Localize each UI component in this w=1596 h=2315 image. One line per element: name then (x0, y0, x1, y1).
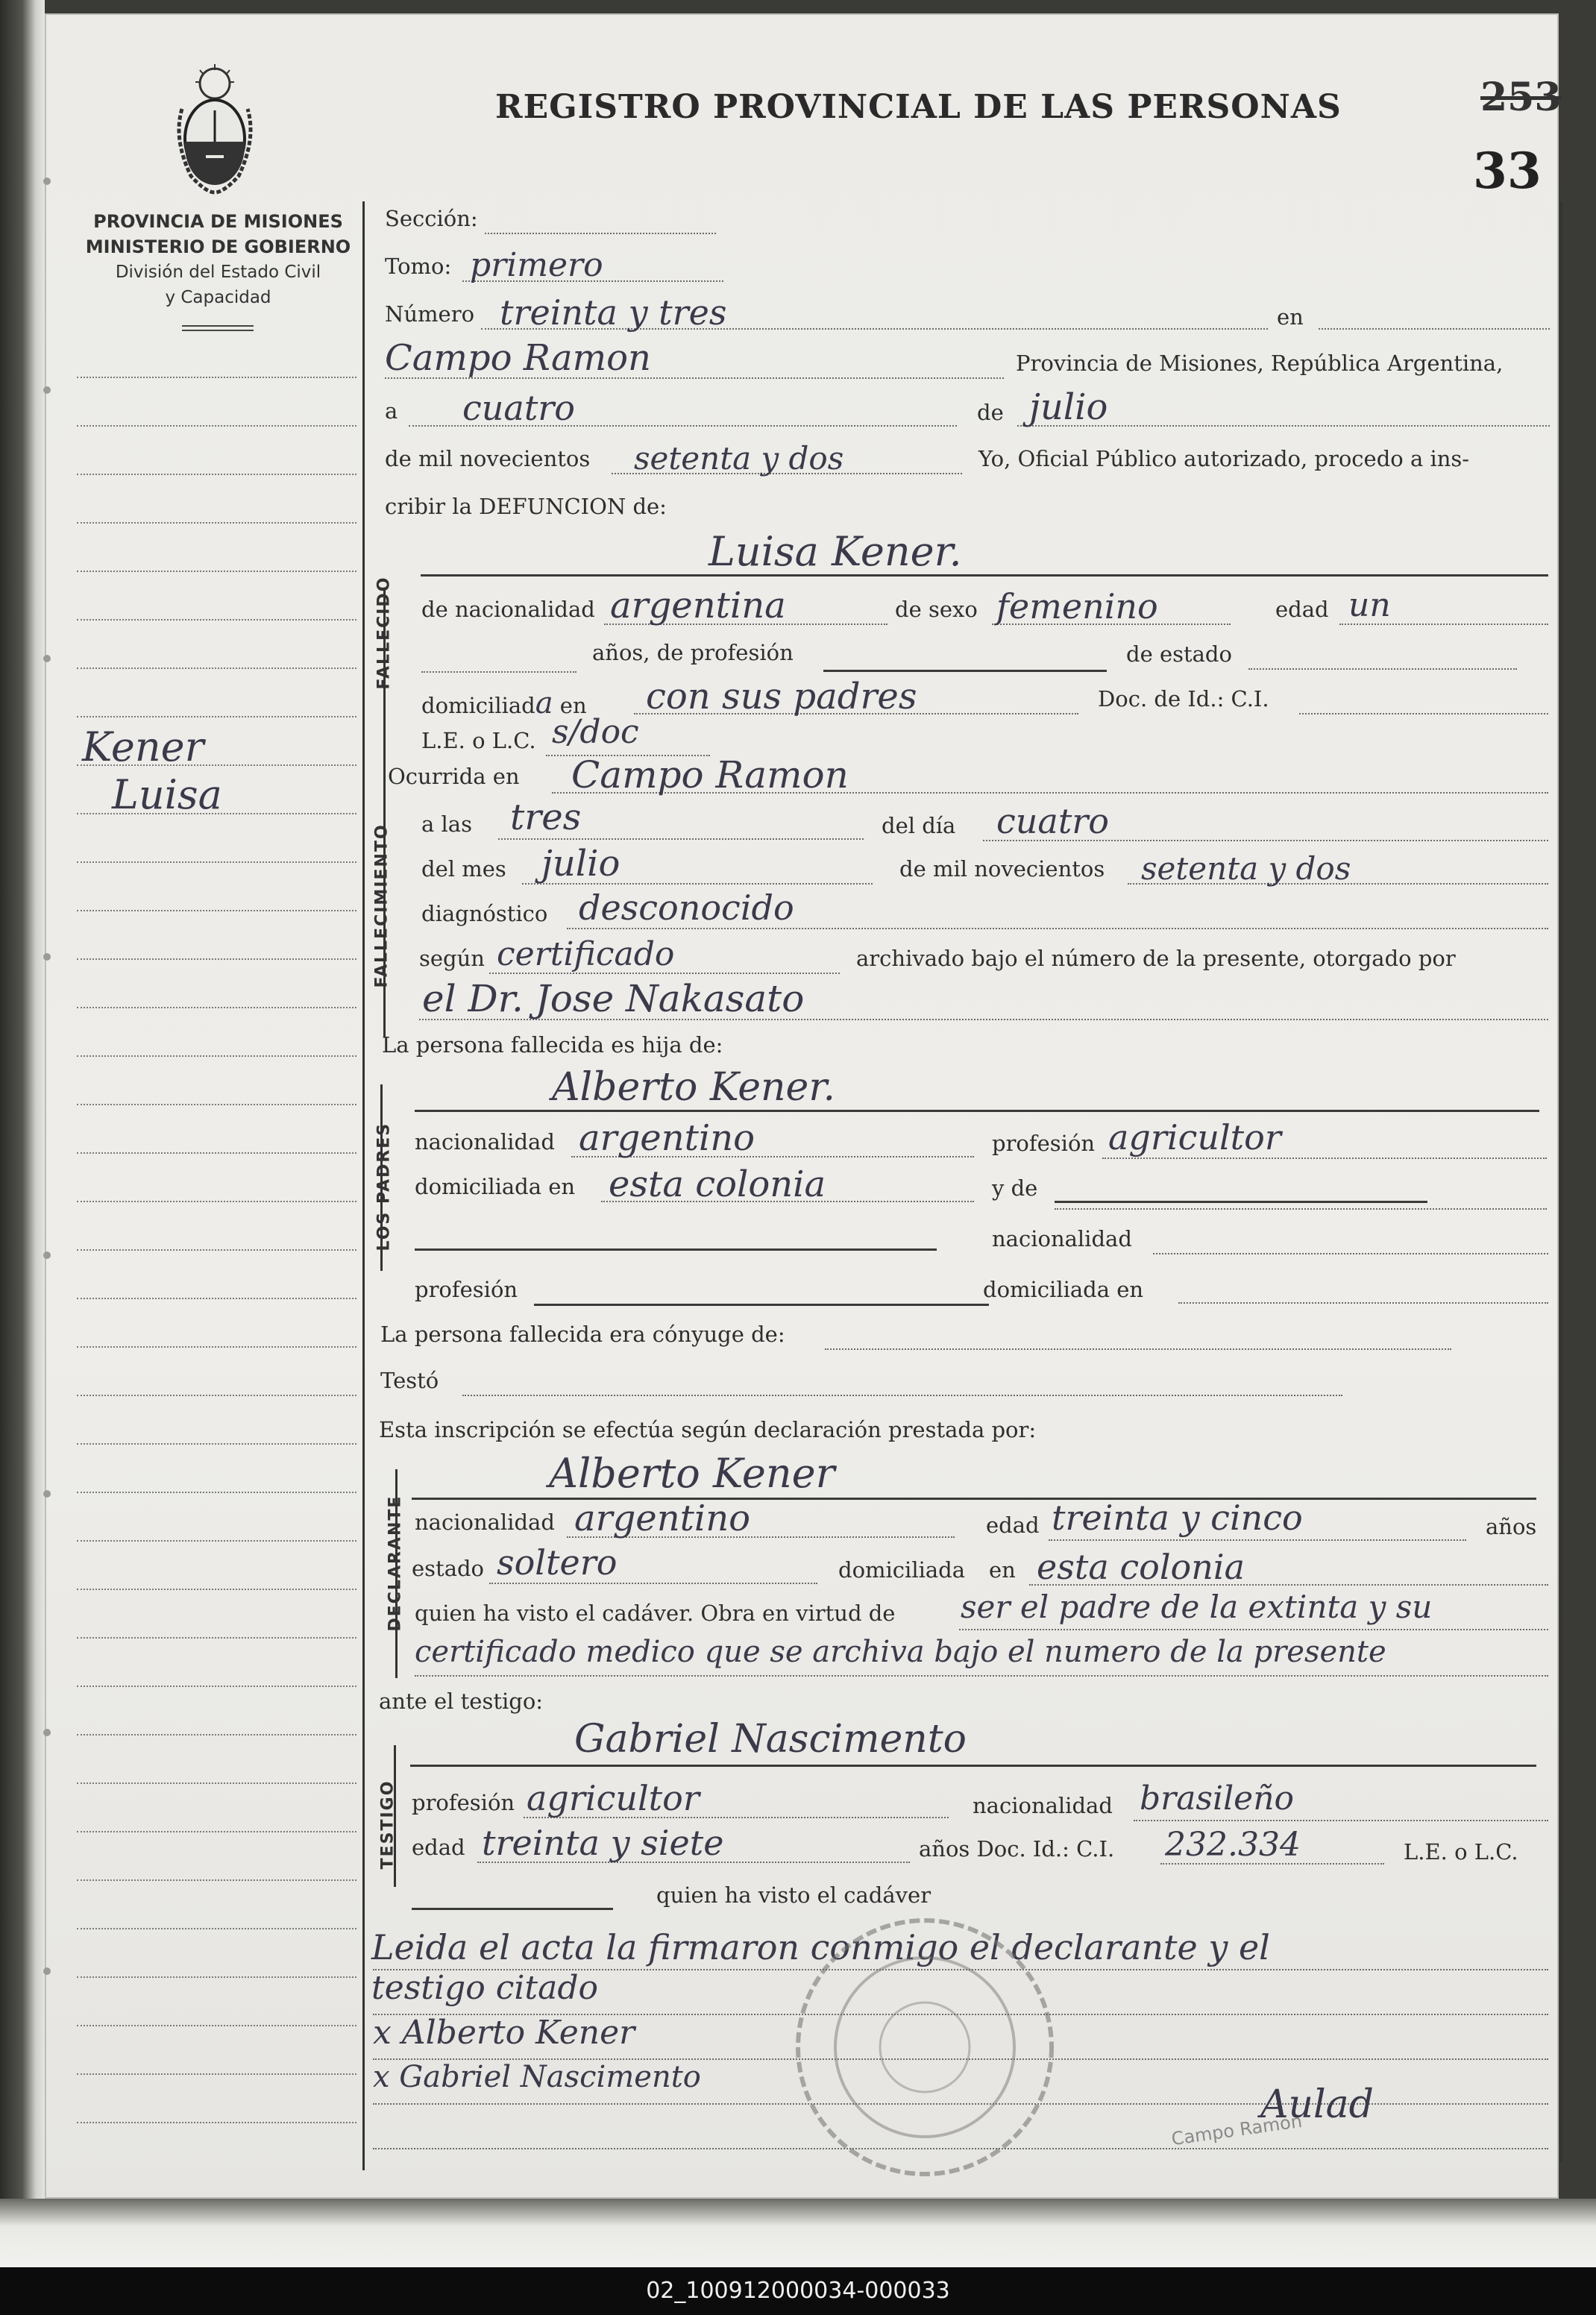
edad-cont-line (421, 671, 576, 673)
padre-profesion-label: profesión (992, 1131, 1096, 1156)
tomo-value: primero (470, 246, 603, 284)
testo-label: Testó (380, 1368, 439, 1393)
agency-block (75, 209, 362, 310)
madre-profesion-label: profesión (415, 1277, 518, 1302)
testo-line (462, 1395, 1342, 1396)
madre-nacionalidad-line (1153, 1253, 1548, 1254)
dec-virtud-value: ser el padre de la extinta y su (961, 1589, 1433, 1625)
diagnostico-label: diagnóstico (421, 901, 548, 926)
madre-profesion-line (534, 1304, 989, 1306)
closing-text-2: testigo citado (371, 1969, 598, 2007)
margin-note-surname: Kener (82, 723, 204, 770)
testigo-doc-label: años Doc. Id.: C.I. (919, 1836, 1115, 1862)
seccion-label: Sección: (385, 206, 478, 231)
image-id-footer: 02_100912000034-000033 (0, 2267, 1596, 2315)
agency-underline (182, 330, 254, 331)
de-label: de (977, 400, 1004, 425)
dec-estado-line (489, 1583, 817, 1584)
agency-ministry: MINISTERIO DE GOBIERNO (85, 236, 351, 257)
fallecido-nombre: Luisa Kener. (709, 528, 962, 575)
dec-nacionalidad-value: argentino (574, 1498, 751, 1539)
le-lc-value: s/doc (552, 713, 639, 751)
dec-anos-label: años (1486, 1514, 1537, 1539)
testigo-section-label: TESTIGO (378, 1780, 398, 1870)
madre-domicilio-label: domiciliada en (983, 1277, 1144, 1302)
dia-value: cuatro (462, 388, 575, 428)
doc-id-line (1299, 713, 1548, 714)
madre-line (1055, 1201, 1427, 1203)
del-dia-label: del día (882, 813, 956, 838)
fmes-value: julio (541, 843, 621, 885)
dec-domicilio-en-label: en (989, 1557, 1016, 1583)
testigo-quien-label: quien ha visto el cadáver (656, 1882, 931, 1908)
estado-line (1248, 668, 1517, 670)
dec-virtud-value-2: certificado medico que se archiva bajo el numero de la presente (415, 1635, 1386, 1669)
del-mes-label: del mes (421, 856, 506, 882)
medico-value: el Dr. Jose Nakasato (422, 977, 805, 1020)
padre-domicilio-label: domiciliada en (415, 1174, 576, 1199)
margin-note (82, 723, 222, 819)
de-mil-novecientos-label: de mil novecientos (899, 856, 1105, 882)
domiciliad-label: domiciliad (421, 693, 535, 718)
doc-id-label: Doc. de Id.: C.I. (1098, 686, 1269, 712)
numero-label: Número (385, 301, 475, 327)
page-title: REGISTRO PROVINCIAL DE LAS PERSONAS (495, 88, 1342, 126)
dec-nacionalidad-label: nacionalidad (415, 1510, 555, 1535)
archivado-label: archivado bajo el número de la presente, otorgado por (856, 946, 1456, 971)
hora-line (498, 838, 864, 840)
testigo-signature: x Gabriel Nascimento (373, 2060, 701, 2094)
binding-hole (43, 1490, 51, 1498)
agency-division: División del Estado Civil (115, 263, 321, 282)
edad-label: edad (1275, 597, 1329, 622)
nacionalidad-label: de nacionalidad (421, 597, 595, 622)
page-number: 33 (1473, 142, 1542, 200)
padre-line (415, 1110, 1539, 1112)
declarante-section-label: DECLARANTE (386, 1495, 405, 1632)
binding-hole (43, 953, 51, 961)
testigo-edad-label: edad (412, 1835, 465, 1860)
margin-note-name: Luisa (112, 771, 222, 818)
dec-edad-label: edad (986, 1513, 1040, 1538)
fano-value: setenta y dos (1141, 850, 1351, 887)
oficial-label: Yo, Oficial Público autorizado, procedo a ins- (978, 446, 1470, 471)
inscripcion-label: Esta inscripción se efectúa según declaración prestada por: (379, 1417, 1037, 1442)
provincia-label: Provincia de Misiones, República Argentina, (1016, 351, 1504, 376)
declarante-signature: x Alberto Kener (373, 2014, 635, 2052)
padres-extra-line (415, 1248, 937, 1251)
book-binding (0, 0, 45, 2267)
virtud-line (959, 1629, 1548, 1630)
domicilio-en-label: en (559, 693, 587, 718)
tomo-label: Tomo: (385, 254, 452, 279)
padre-nacionalidad-value: argentino (579, 1117, 755, 1159)
ante-testigo-label: ante el testigo: (379, 1689, 544, 1714)
oficial-signature: Aulad (1260, 2082, 1374, 2127)
conyuge-label: La persona fallecida era cónyuge de: (380, 1322, 785, 1347)
old-page-number: 253 (1480, 75, 1562, 120)
hora-value: tres (510, 797, 582, 838)
certificado-value: certificado (497, 935, 675, 973)
testigo-nacionalidad-label: nacionalidad (973, 1793, 1113, 1818)
testigo-ci-value: 232.334 (1165, 1826, 1301, 1864)
stamp-text: Campo Ramon (1169, 2110, 1304, 2150)
padre-domicilio-value: esta colonia (609, 1163, 826, 1205)
binding-hole (43, 1251, 51, 1259)
a-las-label: a las (421, 811, 472, 837)
binding-hole (43, 655, 51, 662)
numero-value: treinta y tres (500, 292, 727, 333)
padre-nacionalidad-label: nacionalidad (415, 1129, 555, 1155)
testigo-le-lc-label: L.E. o L.C. (1404, 1839, 1518, 1865)
lugar-line (385, 377, 1004, 379)
madre-domicilio-line (1178, 1302, 1548, 1304)
cribir-label: cribir la DEFUNCION de: (385, 494, 667, 519)
official-seal-icon (783, 1906, 1066, 2189)
hija-de-label: La persona fallecida es hija de: (382, 1032, 723, 1058)
dec-estado-value: soltero (497, 1542, 618, 1583)
agency-underline (182, 325, 254, 327)
padre-profesion-line (1102, 1158, 1547, 1159)
testigo-nacionalidad-line (1134, 1820, 1548, 1821)
profesion-line (823, 670, 1107, 672)
madre-line-dotted (1055, 1208, 1547, 1210)
lugar-value: Campo Ramon (385, 337, 651, 379)
diagnostico-value: desconocido (579, 888, 794, 928)
right-border (1560, 201, 1562, 2163)
testigo-extra-line (412, 1908, 613, 1910)
segun-label: según (419, 946, 485, 971)
testigo-line (410, 1765, 1536, 1767)
anos-profesion-label: años, de profesión (592, 640, 794, 665)
quien-visto-label: quien ha visto el cadáver. Obra en virtud de (415, 1601, 896, 1626)
dec-domicilio-value: esta colonia (1037, 1547, 1245, 1587)
estado-label: de estado (1126, 641, 1232, 667)
padre-nombre: Alberto Kener. (552, 1065, 835, 1110)
coat-of-arms-icon (169, 64, 261, 195)
virtud-line-2 (415, 1675, 1548, 1677)
dec-estado-label: estado (412, 1556, 485, 1581)
madre-nacionalidad-label: nacionalidad (992, 1226, 1132, 1251)
le-lc-label: L.E. o L.C. (421, 728, 536, 753)
ocurrida-value: Campo Ramon (571, 753, 849, 797)
fdia-value: cuatro (996, 801, 1109, 841)
nombre-line (421, 574, 1548, 577)
closing-text-1: Leida el acta la firmaron conmigo el declarante y el (371, 1927, 1270, 1967)
sexo-value: femenino (996, 586, 1158, 626)
de-mil-label: de mil novecientos (385, 446, 591, 471)
testigo-nacionalidad-value: brasileño (1140, 1780, 1295, 1818)
diagnostico-line (567, 928, 1548, 929)
padre-profesion-value: agricultor (1108, 1117, 1281, 1158)
seccion-line (485, 233, 716, 234)
binding-hole (43, 1967, 51, 1975)
agency-province: PROVINCIA DE MISIONES (93, 211, 343, 232)
y-de-label: y de (992, 1175, 1038, 1201)
declarante-nombre: Alberto Kener (549, 1450, 835, 1497)
testigo-profesion-label: profesión (412, 1790, 515, 1815)
book-edge (0, 2199, 1596, 2267)
dec-edad-value: treinta y cinco (1052, 1498, 1303, 1538)
binding-hole (43, 386, 51, 394)
sexo-label: de sexo (895, 597, 978, 622)
fallecido-section-label: FALLECIDO (374, 576, 394, 690)
testigo-nombre: Gabriel Nascimento (574, 1717, 967, 1762)
binding-hole (43, 178, 51, 185)
dec-edad-line (1049, 1539, 1466, 1541)
conyuge-line (825, 1348, 1451, 1350)
dec-domicilio-label: domiciliada (838, 1557, 966, 1583)
ano-value: setenta y dos (634, 440, 844, 477)
en-line (1319, 328, 1550, 330)
mes-value: julio (1029, 386, 1108, 428)
testigo-profesion-value: agricultor (527, 1778, 700, 1818)
en-label: en (1277, 304, 1304, 330)
ocurrida-label: Ocurrida en (388, 764, 520, 789)
binding-hole (43, 1729, 51, 1736)
a-label: a (385, 398, 398, 424)
domicilio-value: con sus padres (646, 676, 917, 717)
testigo-edad-value: treinta y siete (482, 1823, 724, 1863)
main-divider (362, 201, 365, 2170)
agency-capacidad: y Capacidad (165, 288, 271, 307)
padres-section-label: LOS PADRES (374, 1122, 394, 1251)
nacionalidad-value: argentina (610, 585, 786, 626)
domiciliad-suffix: a (535, 686, 553, 720)
fallecimiento-section-label: FALLECIMIENTO (372, 823, 392, 988)
edad-value: un (1348, 586, 1391, 624)
